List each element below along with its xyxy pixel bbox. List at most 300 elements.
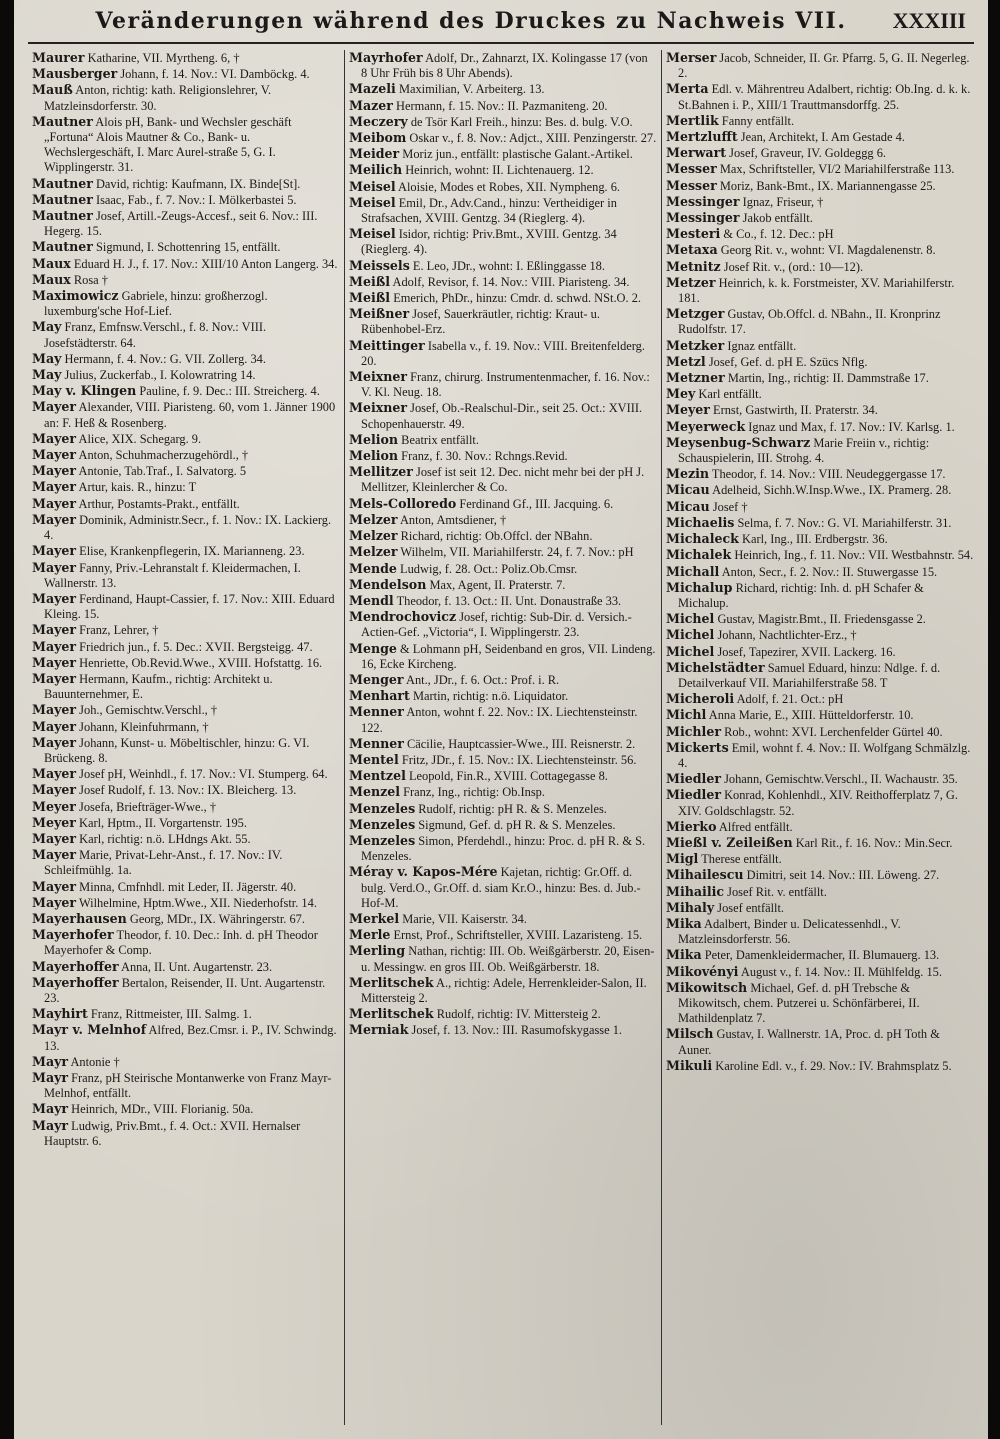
directory-entry xyxy=(32,879,340,895)
entry-surname: Merlitschek xyxy=(349,1006,434,1022)
entry-details: Anton, richtig: kath. Religionslehrer, V. Matzleinsdorferstr. 30. xyxy=(44,83,272,113)
entry-details: Oskar v., f. 8. Nov.: Adjct., XIII. Penzingerstr. 27. xyxy=(406,131,657,146)
entry-details: Wilhelm, VII. Mariahilferstr. 24, f. 7. Nov.: pH xyxy=(397,545,634,560)
directory-entry xyxy=(32,479,340,495)
entry-details: Bertalon, Reisender, II. Unt. Augartenstr. 23. xyxy=(44,975,326,1005)
directory-entry xyxy=(349,672,657,688)
directory-entry xyxy=(666,386,974,402)
directory-entry xyxy=(32,1054,340,1070)
entry-surname: Mende xyxy=(349,560,397,576)
entry-surname: Mayer xyxy=(32,447,77,463)
directory-entry xyxy=(666,980,974,1027)
entry-details: Anton, Secr., f. 2. Nov.: II. Stuwergasse 15. xyxy=(719,564,938,579)
entry-details: Sigmund, I. Schottenring 15, entfällt. xyxy=(92,240,281,255)
entry-details: Ludwig, f. 28. Oct.: Poliz.Ob.Cmsr. xyxy=(396,561,578,576)
directory-entry xyxy=(32,192,340,208)
page-number: XXXIII xyxy=(892,8,966,33)
entry-surname: Meißner xyxy=(349,306,410,322)
directory-entry xyxy=(666,81,974,112)
directory-entry xyxy=(349,369,657,400)
entry-details: Karl Rit., f. 16. Nov.: Min.Secr. xyxy=(792,835,953,850)
entry-surname: Meittinger xyxy=(349,337,425,353)
directory-entry xyxy=(349,81,657,97)
directory-entry xyxy=(666,564,974,580)
entry-surname: Mayer xyxy=(32,734,77,750)
entry-details: Josef Rit. v., (ord.: 10—12). xyxy=(720,259,864,274)
directory-entry xyxy=(32,591,340,622)
directory-entry xyxy=(349,833,657,864)
entry-surname: Menner xyxy=(349,735,404,751)
entry-surname: Mierko xyxy=(666,818,717,834)
directory-entry xyxy=(349,688,657,704)
directory-entry xyxy=(666,210,974,226)
entry-details: Simon, Pferdehdl., hinzu: Proc. d. pH R. & S. Menzeles. xyxy=(361,833,646,864)
entry-details: Eduard H. J., f. 17. Nov.: XIII/10 Anton Langerg. 34. xyxy=(70,256,338,271)
directory-entry xyxy=(32,82,340,113)
directory-entry xyxy=(32,702,340,718)
entry-details: Arthur, Postamts-Prakt., entfällt. xyxy=(76,496,240,511)
entry-details: Ferdinand, Haupt-Cassier, f. 17. Nov.: XIII. Eduard Kleing. 15. xyxy=(44,591,335,622)
entry-surname: May xyxy=(32,350,62,366)
entry-details: Josef, Ob.-Realschul-Dir., seit 25. Oct.: XVIII. Schopenhauerstr. 49. xyxy=(361,401,643,431)
directory-entry xyxy=(349,1006,657,1022)
entry-surname: Michalek xyxy=(666,547,732,563)
entry-details: Josef entfällt. xyxy=(714,900,785,915)
entry-details: Ludwig, Priv.Bmt., f. 4. Oct.: XVII. Hernalser Hauptstr. 6. xyxy=(44,1118,301,1148)
entry-surname: Mendelson xyxy=(349,576,427,592)
entry-surname: Mihaly xyxy=(666,899,715,915)
directory-entry xyxy=(666,835,974,851)
entry-surname: Mautner xyxy=(32,175,93,191)
directory-entry xyxy=(666,194,974,210)
entry-surname: Mentzel xyxy=(349,768,406,784)
entry-surname: Miedler xyxy=(666,771,721,787)
directory-entry xyxy=(666,259,974,275)
entry-surname: Mauß xyxy=(32,82,73,98)
entry-surname: Mels-Colloredo xyxy=(349,495,457,511)
directory-entry xyxy=(349,528,657,544)
entry-details: Franz, Lehrer, † xyxy=(76,623,159,638)
entry-surname: Meixner xyxy=(349,400,408,416)
directory-entry xyxy=(349,911,657,927)
entry-details: Beatrix entfällt. xyxy=(398,432,479,447)
entry-surname: Mayrhofer xyxy=(349,50,423,65)
entry-surname: Meisel xyxy=(349,178,396,194)
directory-entry xyxy=(666,611,974,627)
entry-details: A., richtig: Adele, Herrenkleider-Salon, II. Mittersteig 2. xyxy=(361,975,647,1005)
directory-entry xyxy=(666,964,974,980)
directory-entry xyxy=(666,916,974,947)
entry-surname: Michel xyxy=(666,627,715,643)
entry-surname: Maximowicz xyxy=(32,288,119,304)
entry-surname: Mickerts xyxy=(666,739,729,755)
entry-details: Edl. v. Mährentreu Adalbert, richtig: Ob.Ing. d. k. k. St.Bahnen i. P., XIII/1 Trauttmansdorffg. 25. xyxy=(678,82,971,112)
entry-details: Richard, richtig: Inh. d. pH Schafer & Michalup. xyxy=(678,580,924,610)
entry-details: E. Leo, JDr., wohnt: I. Eßlinggasse 18. xyxy=(409,258,605,273)
directory-entry xyxy=(666,306,974,337)
entry-details: Emil, Dr., Adv.Cand., hinzu: Vertheidiger in Strafsachen, XVIII. Gentzg. 34 (Rieglerg. 4). xyxy=(361,195,617,226)
entry-details: Joh., Gemischtw.Verschl., † xyxy=(76,703,218,718)
directory-entry xyxy=(666,644,974,660)
directory-entry xyxy=(349,179,657,195)
entry-details: Josef Rudolf, f. 13. Nov.: IX. Bleicherg. 13. xyxy=(76,783,297,798)
directory-entry xyxy=(666,275,974,306)
entry-details: Johann, Kunst- u. Möbeltischler, hinzu: G. VI. Brückeng. 8. xyxy=(44,735,310,765)
entry-surname: Miedler xyxy=(666,787,721,803)
entry-details: & Co., f. 12. Dec.: pH xyxy=(720,227,834,242)
entry-surname: Messinger xyxy=(666,193,740,209)
entry-surname: Meißl xyxy=(349,273,391,289)
directory-entry xyxy=(349,817,657,833)
entry-details: Franz, Rittmeister, III. Salmg. 1. xyxy=(87,1007,252,1022)
directory-entry xyxy=(666,161,974,177)
entry-details: Karoline Edl. v., f. 29. Nov.: IV. Brahmsplatz 5. xyxy=(712,1058,952,1073)
entry-details: Heinrich, MDr., VIII. Florianig. 50a. xyxy=(68,1102,254,1117)
entry-surname: Mellitzer xyxy=(349,464,413,480)
directory-entry xyxy=(349,130,657,146)
entry-details: Alois pH, Bank- und Wechsler geschäft „Fortuna“ Alois Mautner & Co., Bank- u. Wechslergeschäft, I. Marc Aurel-straße 5, G. I. Wipplingerstr. 31. xyxy=(44,114,292,175)
directory-entry xyxy=(666,515,974,531)
page-title: Veränderungen während des Druckes zu Nachweis VII. xyxy=(95,8,847,34)
directory-entry xyxy=(32,911,340,927)
entry-details: Anna Marie, E., XIII. Hütteldorferstr. 10. xyxy=(706,708,914,723)
entry-surname: Milsch xyxy=(666,1026,714,1042)
entry-surname: Mautner xyxy=(32,113,93,129)
directory-entry xyxy=(666,145,974,161)
entry-surname: Maurer xyxy=(32,50,85,65)
entry-surname: May v. Klingen xyxy=(32,383,137,399)
directory-entry xyxy=(666,482,974,498)
directory-entry xyxy=(349,114,657,130)
entry-surname: Mayr xyxy=(32,1101,69,1117)
entry-surname: Mayerhoffer xyxy=(32,974,119,990)
directory-entry xyxy=(349,1022,657,1038)
entry-details: Johann, Gemischtw.Verschl., II. Wachaustr. 35. xyxy=(720,772,958,787)
entry-details: Moriz jun., entfällt: plastische Galant.-Artikel. xyxy=(399,147,633,162)
directory-entry xyxy=(666,466,974,482)
entry-details: Julius, Zuckerfab., I. Kolowratring 14. xyxy=(61,368,256,383)
entry-surname: Mayr xyxy=(32,1117,69,1133)
column-middle xyxy=(344,50,661,1425)
entry-details: de Tsör Karl Freih., hinzu: Bes. d. bulg. V.O. xyxy=(407,114,633,129)
entry-details: Hermann, f. 4. Nov.: G. VII. Zollerg. 34. xyxy=(61,351,266,366)
entry-surname: Meisel xyxy=(349,194,396,210)
entry-details: Michael, Gef. d. pH Trebsche & Mikowitsch, chem. Putzerei u. Schönfärberei, II. Mathildenplatz 7. xyxy=(678,980,920,1026)
entry-surname: Mayr v. Melnhof xyxy=(32,1022,147,1038)
entry-details: Jakob entfällt. xyxy=(739,211,813,226)
entry-surname: Mika xyxy=(666,947,702,963)
entry-surname: Merwart xyxy=(666,145,727,161)
directory-entry xyxy=(349,801,657,817)
entry-surname: Michel xyxy=(666,643,715,659)
entry-details: Gustav, Magistr.Bmt., II. Friedensgasse 2. xyxy=(714,612,926,627)
directory-entry xyxy=(666,1058,974,1074)
directory-entry xyxy=(32,959,340,975)
entry-surname: Mendrochovicz xyxy=(349,609,457,625)
entry-surname: Mentel xyxy=(349,751,399,767)
directory-entry xyxy=(666,499,974,515)
directory-entry xyxy=(666,50,974,81)
entry-surname: Mayer xyxy=(32,670,77,686)
entry-details: Josef, Gef. d. pH E. Szücs Nflg. xyxy=(705,354,868,369)
directory-entry xyxy=(32,1118,340,1149)
entry-details: Alexander, VIII. Piaristeng. 60, vom 1. Jänner 1900 an: F. Heß & Rosenberg. xyxy=(44,400,336,430)
directory-entry xyxy=(349,768,657,784)
entry-surname: Merle xyxy=(349,927,391,943)
entry-surname: Menge xyxy=(349,640,397,656)
entry-details: Johann, f. 14. Nov.: VI. Damböckg. 4. xyxy=(117,67,310,82)
directory-entry xyxy=(349,561,657,577)
entry-surname: Mazeli xyxy=(349,81,396,97)
entry-details: Adolf, f. 21. Oct.: pH xyxy=(734,692,844,707)
entry-details: Therese entfällt. xyxy=(698,852,782,867)
entry-details: Adalbert, Binder u. Delicatessenhdl., V. Matzleinsdorferstr. 56. xyxy=(678,916,901,947)
entry-surname: Micau xyxy=(666,498,710,514)
entry-details: Josef, richtig: Sub-Dir. d. Versich.-Actien-Gef. „Victoria“, I. Wipplingerstr. 23. xyxy=(361,610,632,640)
entry-details: Friedrich jun., f. 5. Dec.: XVII. Bergsteigg. 47. xyxy=(76,639,313,654)
entry-surname: Mayer xyxy=(32,702,77,718)
directory-entry xyxy=(666,851,974,867)
entry-surname: Migl xyxy=(666,851,699,867)
directory-entry xyxy=(349,593,657,609)
entry-surname: Mendl xyxy=(349,592,394,608)
directory-entry xyxy=(32,1101,340,1117)
entry-surname: Mayer xyxy=(32,847,77,863)
entry-details: Gabriele, hinzu: großherzogl. luxemburg'sche Hof-Lief. xyxy=(44,289,268,319)
directory-entry xyxy=(32,272,340,288)
entry-details: Antonie, Tab.Traf., I. Salvatorg. 5 xyxy=(76,464,247,479)
entry-details: Josef, Graveur, IV. Goldeggg 6. xyxy=(726,146,887,161)
entry-details: Josef Rit. v. entfällt. xyxy=(724,884,827,899)
directory-entry xyxy=(32,799,340,815)
entry-surname: Menhart xyxy=(349,688,410,704)
entry-surname: Mikowitsch xyxy=(666,979,748,995)
entry-surname: Merlitschek xyxy=(349,974,434,990)
entry-details: Wilhelmine, Hptm.Wwe., XII. Niederhofstr. 14. xyxy=(76,895,317,910)
entry-details: Dominik, Administr.Secr., f. 1. Nov.: IX. Lackierg. 4. xyxy=(44,512,332,543)
entry-details: Martin, richtig: n.ö. Liquidator. xyxy=(409,689,569,704)
entry-details: Marie Freiin v., richtig: Schauspielerin, III. Strohg. 4. xyxy=(678,435,930,466)
entry-details: Kajetan, richtig: Gr.Off. d. bulg. Verd.O., Gr.Off. d. siam Kr.O., hinzu: Bes. d. Jub.-Hof-M. xyxy=(361,865,641,910)
directory-entry xyxy=(32,399,340,430)
directory-entry xyxy=(666,178,974,194)
directory-entry xyxy=(32,671,340,702)
directory-entry xyxy=(32,383,340,399)
entry-surname: Mayer xyxy=(32,878,77,894)
directory-entry xyxy=(32,208,340,239)
entry-details: Elise, Krankenpflegerin, IX. Marianneng. 23. xyxy=(76,544,305,559)
directory-entry xyxy=(349,50,657,81)
directory-entry xyxy=(666,884,974,900)
entry-surname: May xyxy=(32,319,62,335)
page-header xyxy=(14,6,988,44)
entry-details: Ignaz entfällt. xyxy=(724,338,797,353)
entry-details: Fanny entfällt. xyxy=(718,113,795,128)
entry-details: Sigmund, Gef. d. pH R. & S. Menzeles. xyxy=(415,817,616,832)
entry-details: Ignaz, Friseur, † xyxy=(739,194,824,209)
entry-details: Anton, Amtsdiener, † xyxy=(397,512,507,527)
directory-entry xyxy=(349,226,657,257)
entry-surname: Meczery xyxy=(349,113,408,129)
entry-surname: Meysenbug-Schwarz xyxy=(666,434,811,450)
entry-surname: Michel xyxy=(666,611,715,627)
entry-details: Marie, VII. Kaiserstr. 34. xyxy=(399,911,527,926)
directory-entry xyxy=(32,735,340,766)
directory-entry xyxy=(349,432,657,448)
directory-entry xyxy=(349,864,657,911)
entry-details: Josef, Tapezirer, XVII. Lackerg. 16. xyxy=(714,644,896,659)
entry-surname: Menner xyxy=(349,704,404,720)
entry-surname: Metzl xyxy=(666,353,706,369)
entry-surname: Messer xyxy=(666,177,717,193)
entry-details: Artur, kais. R., hinzu: T xyxy=(76,480,197,495)
entry-details: Hermann, Kaufm., richtig: Architekt u. Bauunternehmer, E. xyxy=(44,671,273,702)
entry-surname: Meisel xyxy=(349,226,396,242)
entry-surname: Menzeles xyxy=(349,800,416,816)
entry-details: Ferdinand Gf., III. Jacquing. 6. xyxy=(456,496,614,511)
directory-entry xyxy=(32,1006,340,1022)
entry-details: Gustav, I. Wallnerstr. 1A, Proc. d. pH Toth & Auner. xyxy=(678,1027,940,1057)
directory-entry xyxy=(32,815,340,831)
entry-surname: Mausberger xyxy=(32,66,118,82)
directory-entry xyxy=(666,547,974,563)
directory-entry xyxy=(32,543,340,559)
entry-details: Heinrich, wohnt: II. Lichtenauerg. 12. xyxy=(402,163,594,178)
directory-entry xyxy=(32,512,340,543)
entry-surname: Merta xyxy=(666,81,709,97)
entry-details: Adelheid, Sichh.W.Insp.Wwe., IX. Pramerg. 28. xyxy=(709,483,952,498)
entry-details: Marie, Privat-Lehr-Anst., f. 17. Nov.: IV. Schleifmühlg. 1a. xyxy=(44,848,283,878)
entry-surname: Mayr xyxy=(32,1070,69,1085)
entry-details: Karl, richtig: n.ö. LHdngs Akt. 55. xyxy=(76,831,251,846)
entry-surname: Meißl xyxy=(349,290,391,306)
entry-surname: Mautner xyxy=(32,208,93,224)
directory-entry xyxy=(32,50,340,66)
entry-surname: Mayerhoffer xyxy=(32,958,119,974)
entry-surname: Mayer xyxy=(32,543,77,559)
directory-entry xyxy=(32,114,340,176)
directory-entry xyxy=(349,704,657,735)
directory-entry xyxy=(32,431,340,447)
directory-entry xyxy=(32,239,340,255)
entry-surname: Mayr xyxy=(32,1053,69,1069)
entry-details: Karl, Hptm., II. Vorgartenstr. 195. xyxy=(75,815,247,830)
entry-surname: Mayhirt xyxy=(32,1006,88,1022)
directory-entry xyxy=(349,338,657,369)
entry-details: Georg, MDr., IX. Währingerstr. 67. xyxy=(126,911,305,926)
directory-entry xyxy=(349,641,657,672)
directory-entry xyxy=(32,560,340,591)
directory-entry xyxy=(666,580,974,611)
entry-surname: Meyer xyxy=(32,798,76,814)
directory-entry xyxy=(666,226,974,242)
entry-surname: Micheroli xyxy=(666,691,735,707)
directory-entry xyxy=(349,448,657,464)
directory-entry xyxy=(349,98,657,114)
directory-entry xyxy=(32,975,340,1006)
entry-details: Emil, wohnt f. 4. Nov.: II. Wolfgang Schmälzlg. 4. xyxy=(678,740,971,770)
entry-details: Maximilian, V. Arbeiterg. 13. xyxy=(395,82,545,97)
directory-entry xyxy=(666,819,974,835)
directory-entry xyxy=(666,660,974,691)
entry-surname: Mayer xyxy=(32,399,77,415)
entry-details: Alfred, Bez.Cmsr. i. P., IV. Schwindg. 13. xyxy=(44,1023,337,1053)
entry-details: Anton, wohnt f. 22. Nov.: IX. Liechtensteinstr. 122. xyxy=(361,705,638,735)
entry-details: Fritz, JDr., f. 15. Nov.: IX. Liechtensteinstr. 56. xyxy=(398,752,637,767)
entry-details: August v., f. 14. Nov.: II. Mühlfeldg. 15. xyxy=(738,964,942,979)
entry-surname: Metzner xyxy=(666,370,725,386)
entry-surname: Maux xyxy=(32,271,71,287)
directory-entry xyxy=(349,306,657,337)
entry-details: Peter, Damenkleidermacher, II. Blumauerg. 13. xyxy=(701,948,940,963)
entry-surname: Michaleck xyxy=(666,531,739,547)
entry-details: Heinrich, k. k. Forstmeister, XV. Mariahilferstr. 181. xyxy=(678,275,955,306)
directory-entry xyxy=(32,622,340,638)
directory-columns xyxy=(28,50,978,1425)
entry-details: Josef, f. 13. Nov.: III. Rasumofskygasse 1. xyxy=(408,1023,623,1038)
entry-surname: Merser xyxy=(666,50,717,65)
entry-details: Ernst, Gastwirth, II. Praterstr. 34. xyxy=(709,403,878,418)
entry-surname: Mayer xyxy=(32,654,77,670)
directory-entry xyxy=(349,975,657,1006)
directory-entry xyxy=(666,402,974,418)
directory-entry xyxy=(666,707,974,723)
entry-surname: Mesteri xyxy=(666,226,721,242)
entry-details: Theodor, f. 14. Nov.: VIII. Neudeggergasse 17. xyxy=(709,467,946,482)
entry-surname: Mika xyxy=(666,915,702,931)
entry-surname: Menzeles xyxy=(349,832,416,848)
entry-surname: Mikovényi xyxy=(666,963,739,979)
entry-details: Jacob, Schneider, II. Gr. Pfarrg. 5, G. II. Negerleg. 2. xyxy=(678,51,970,81)
entry-details: Jean, Architekt, I. Am Gestade 4. xyxy=(737,130,905,145)
entry-details: Adolf, Dr., Zahnarzt, IX. Kolingasse 17 (von 8 Uhr Früh bis 8 Uhr Abends). xyxy=(361,51,648,81)
directory-entry xyxy=(349,736,657,752)
entry-surname: Michler xyxy=(666,723,721,739)
entry-surname: Mertlik xyxy=(666,112,719,128)
entry-surname: Melion xyxy=(349,431,399,447)
entry-details: Franz, Ing., richtig: Ob.Insp. xyxy=(400,785,545,800)
entry-surname: Meissels xyxy=(349,257,410,273)
entry-details: Franz, chirurg. Instrumentenmacher, f. 16. Nov.: V. Kl. Neug. 18. xyxy=(361,370,650,400)
entry-surname: Metaxa xyxy=(666,242,718,258)
entry-details: Minna, Cmfnhdl. mit Leder, II. Jägerstr. 40. xyxy=(76,879,297,894)
header-rule xyxy=(28,42,974,44)
entry-surname: Merniak xyxy=(349,1022,409,1038)
entry-surname: Mießl v. Zeileißen xyxy=(666,834,793,850)
entry-surname: Metzger xyxy=(666,306,725,322)
directory-entry xyxy=(666,338,974,354)
directory-entry xyxy=(666,1026,974,1057)
directory-entry xyxy=(666,691,974,707)
entry-details: Franz, Emfnsw.Verschl., f. 8. Nov.: VIII. Josefstädterstr. 64. xyxy=(44,320,267,350)
entry-details: Isidor, richtig: Priv.Bmt., XVIII. Gentzg. 34 (Rieglerg. 4). xyxy=(361,227,617,257)
entry-details: Heinrich, Ing., f. 11. Nov.: VII. Westbahnstr. 54. xyxy=(731,548,974,563)
entry-surname: Mayer xyxy=(32,463,77,479)
entry-surname: Menzel xyxy=(349,784,401,800)
entry-surname: Maux xyxy=(32,255,71,271)
entry-surname: Mayer xyxy=(32,830,77,846)
entry-details: Theodor, f. 10. Dec.: Inh. d. pH Theodor Mayerhofer & Comp. xyxy=(44,928,318,958)
entry-details: Rob., wohnt: XVI. Lerchenfelder Gürtel 40. xyxy=(720,724,943,739)
entry-surname: Mayer xyxy=(32,894,77,910)
directory-entry xyxy=(32,66,340,82)
directory-entry xyxy=(349,464,657,495)
entry-surname: Meilich xyxy=(349,162,403,178)
directory-entry xyxy=(349,162,657,178)
entry-surname: Mayer xyxy=(32,622,77,638)
entry-details: Adolf, Revisor, f. 14. Nov.: VIII. Piaristeng. 34. xyxy=(390,274,630,289)
entry-details: Katharine, VII. Myrtheng. 6, † xyxy=(84,51,240,65)
